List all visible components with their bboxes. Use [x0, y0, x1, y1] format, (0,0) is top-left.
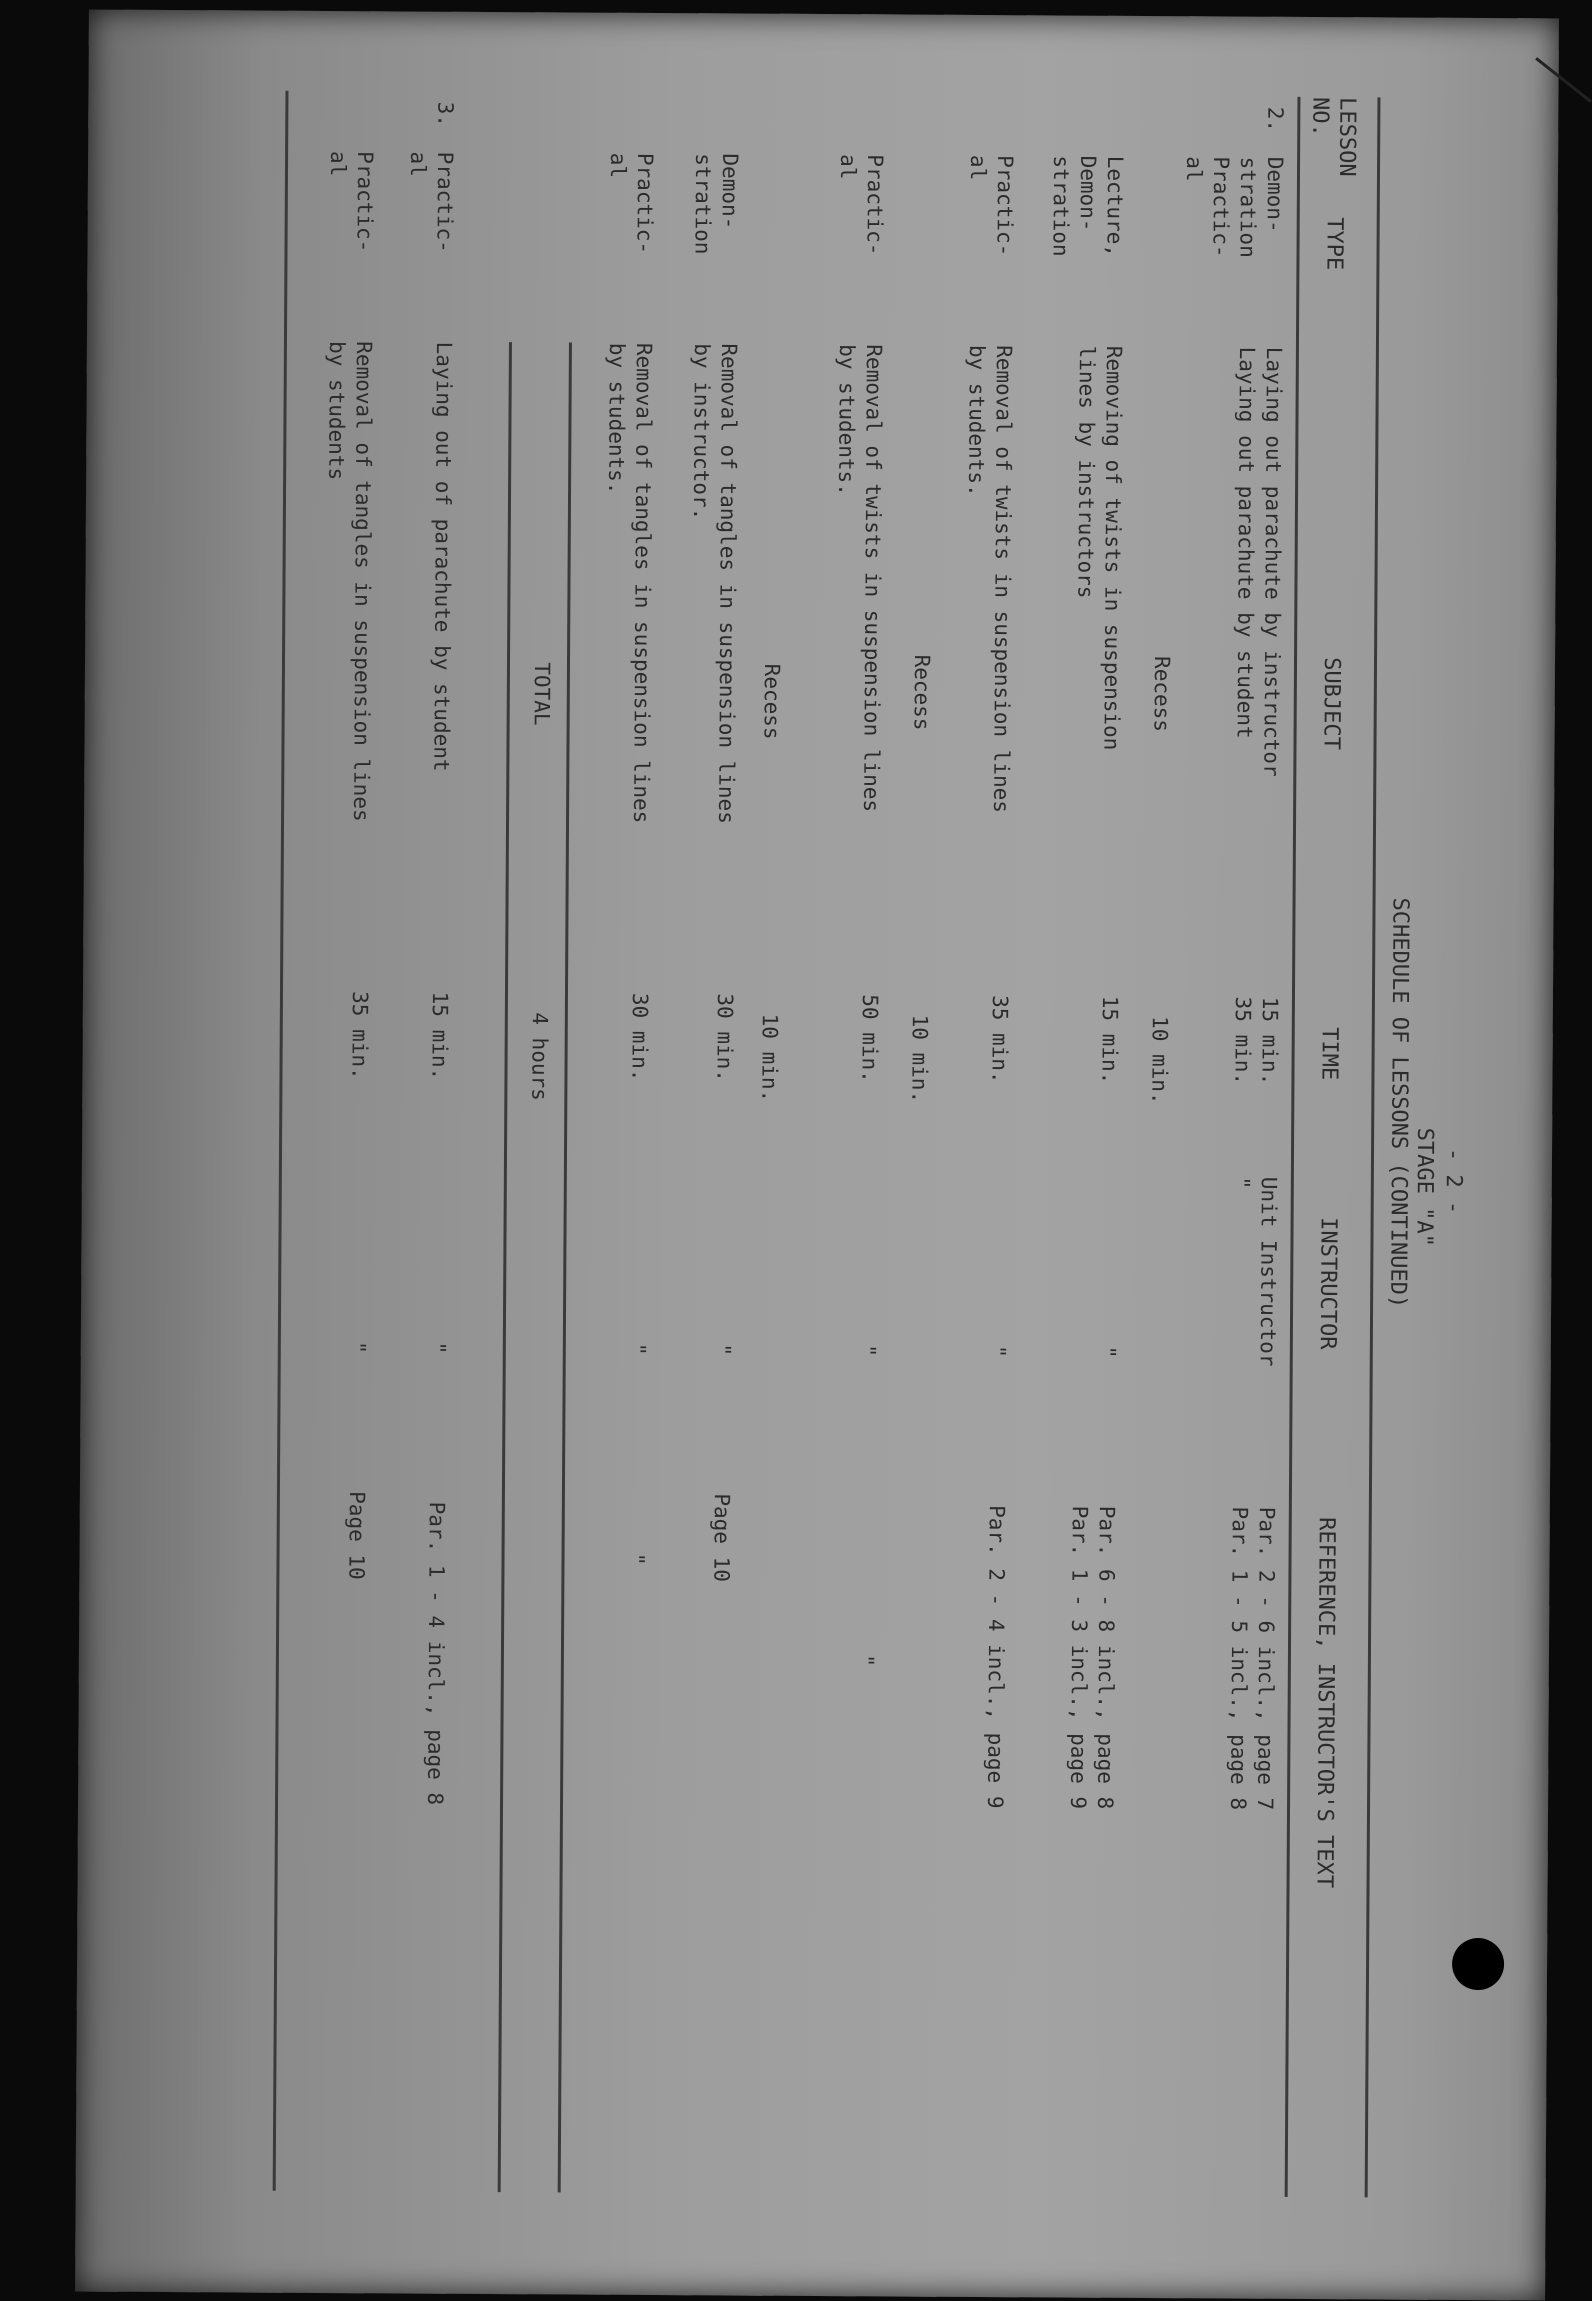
typed-page — [0, 89, 1468, 2298]
stage-title: STAGE "A" — [1411, 1127, 1438, 1248]
lesson-time: 35 min. — [347, 991, 372, 1080]
recess-row — [757, 94, 789, 2194]
lesson-row — [964, 95, 1019, 2195]
lesson-subject: Removal of twists in suspension lines by students. — [964, 344, 1016, 813]
lesson-number: 3. — [433, 101, 458, 128]
bottom-rule — [273, 91, 289, 2191]
lesson-time: 35 min. — [987, 995, 1012, 1084]
lesson-row — [324, 91, 379, 2191]
recess-label: Recess — [759, 663, 784, 740]
lesson-reference: Page 10 — [709, 1493, 734, 1583]
total-value: 4 hours — [527, 1012, 552, 1101]
lesson-instructor: Unit Instructor " — [1229, 1176, 1281, 1367]
lesson-row — [1048, 96, 1129, 2196]
recess-time: 10 min. — [1147, 1016, 1172, 1105]
lesson-row — [688, 94, 744, 2194]
lesson-time: 15 min. 35 min. — [1230, 996, 1282, 1086]
lesson-subject: Laying out parachute by instructor Laying out parachute by student — [1232, 346, 1286, 777]
lesson-time: 15 min. — [1097, 995, 1122, 1085]
col-header-reference: REFERENCE, INSTRUCTOR'S TEXT — [1311, 1517, 1339, 1889]
recess-label: Recess — [1149, 656, 1175, 733]
total-bottom-rule — [498, 342, 512, 2192]
punch-hole — [1452, 1938, 1504, 1990]
header-bottom-rule — [1285, 97, 1301, 2197]
lesson-subject: Removal of twists in suspension lines by students. — [834, 344, 886, 813]
lesson-number: 2. — [1263, 106, 1288, 133]
lesson-type: Practic- al — [965, 154, 1018, 257]
lesson-reference: Par. 1 - 4 incl., page 8 — [423, 1501, 449, 1806]
lesson-subject: Removing of twists in suspension lines by instructors — [1073, 345, 1126, 751]
recess-row — [907, 95, 939, 2195]
col-header-lesson-no: LESSON NO. — [1307, 96, 1360, 177]
recess-label: Recess — [909, 654, 935, 731]
col-header-time: TIME — [1316, 1027, 1342, 1081]
lesson-subject: Removal of tangles in suspension lines by students. — [604, 342, 656, 824]
schedule-title: SCHEDULE OF LESSONS (CONTINUED) — [1385, 897, 1413, 1309]
lesson-instructor: " — [345, 1341, 370, 1354]
recess-time: 10 min. — [757, 1013, 782, 1103]
recess-time: 10 min. — [907, 1014, 932, 1104]
lesson-reference: Page 10 — [344, 1491, 369, 1580]
col-header-type: TYPE — [1321, 217, 1347, 271]
col-header-subject: SUBJECT — [1318, 657, 1345, 750]
lesson-subject: Removal of tangles in suspension lines by instructor. — [688, 343, 741, 824]
lesson-type: Lecture, Demon- stration — [1048, 155, 1128, 258]
lesson-reference: Par. 2 - 4 incl., page 9 — [983, 1505, 1009, 1809]
lesson-instructor: " — [855, 1344, 880, 1358]
page-number: - 2 - — [1440, 1147, 1467, 1215]
lesson-instructor: " — [1095, 1345, 1120, 1359]
lesson-time: 30 min. — [712, 993, 737, 1083]
lesson-row — [604, 93, 659, 2193]
lesson-reference: " — [624, 1552, 649, 1566]
recess-row — [1147, 96, 1179, 2196]
lesson-type: Demon- stration — [690, 153, 743, 255]
total-label: TOTAL — [529, 662, 555, 726]
lesson-row — [405, 92, 459, 2192]
lesson-subject: Laying out of parachute by student — [429, 341, 456, 772]
lesson-reference: Par. 2 - 6 incl., page 7 Par. 1 - 5 incl., page 8 — [1226, 1506, 1279, 1811]
lesson-reference: Par. 6 - 8 incl., page 8 Par. 1 - 3 incl., page 9 — [1066, 1505, 1119, 1810]
col-header-instructor: INSTRUCTOR — [1314, 1217, 1341, 1350]
lesson-type: Practic- al — [325, 150, 378, 253]
lesson-type: Demon- stration Practic- al — [1181, 156, 1288, 258]
lesson-time: 15 min. — [427, 991, 452, 1081]
total-top-rule — [558, 342, 572, 2192]
lesson-type: Practic- al — [605, 152, 658, 255]
lesson-type: Practic- al — [405, 151, 458, 253]
header-top-rule — [1365, 97, 1381, 2197]
document-sheet — [75, 10, 1559, 2301]
lesson-type: Practic- al — [835, 154, 888, 256]
lesson-subject: Removal of tangles in suspension lines by students — [324, 340, 376, 822]
lesson-reference: " — [853, 1654, 878, 1668]
lesson-instructor: " — [710, 1343, 735, 1357]
lesson-instructor: " — [425, 1341, 450, 1355]
lesson-time: 50 min. — [857, 994, 882, 1083]
lesson-time: 30 min. — [627, 992, 652, 1082]
paper-scratch — [1535, 57, 1592, 103]
lesson-instructor: " — [625, 1342, 650, 1356]
lesson-row — [834, 94, 889, 2194]
lesson-instructor: " — [985, 1345, 1010, 1358]
